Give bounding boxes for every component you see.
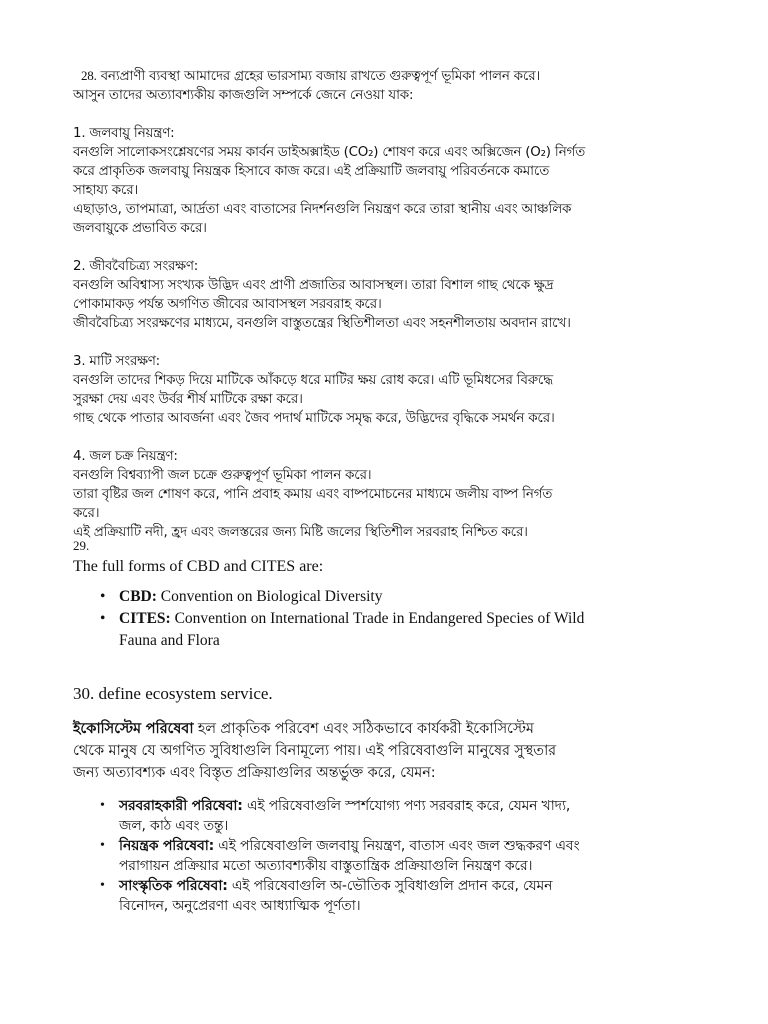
paragraph-line: তারা বৃষ্টির জল শোষণ করে, পানি প্রবাহ কমায় এবং বাষ্পমোচনের মাধ্যমে জলীয় বাষ্প নির্গত (73, 487, 553, 502)
bullet-icon: • (100, 610, 106, 627)
list-item-text-line: Convention on International Trade in Endangered Species of Wild (170, 610, 585, 627)
list-item-cbd (100, 586, 703, 608)
paragraph-line: বনগুলি বিশ্বব্যাপী জল চক্রে গুরুত্বপূর্ণ ভূমিকা পালন করে। (73, 468, 372, 483)
section-soil-conservation (73, 352, 703, 428)
ecosystem-service-list (73, 796, 759, 916)
paragraph-line: এই প্রক্রিয়াটি নদী, হ্রদ এবং জলস্তরের জন্য মিষ্টি জলের স্থিতিশীল সরবরাহ নিশ্চিত করে। (73, 525, 528, 540)
paragraph-line: গাছ থেকে পাতার আবর্জনা এবং জৈব পদার্থ মাটিকে সমৃদ্ধ করে, উদ্ভিদের বৃদ্ধিকে সমর্থন করে। (73, 411, 555, 426)
question-29-lead: The full forms of CBD and CITES are: (73, 558, 324, 575)
body-line (73, 718, 705, 740)
question-29-number: 29. (73, 538, 90, 553)
paragraph-line: পোকামাকড় পর্যন্ত অগণিত জীবের আবাসস্থল সরবরাহ করে। (73, 297, 382, 312)
body-text: হল প্রাকৃতিক পরিবেশ এবং সঠিকভাবে কার্যকরী ইকোসিস্টেম (193, 720, 534, 737)
question-28-number: 28. (81, 68, 97, 83)
list-item-text: Convention on Biological Diversity (156, 588, 383, 605)
list-item-provisioning (100, 796, 759, 836)
list-item-term: নিয়ন্ত্রক পরিষেবা: (119, 838, 215, 854)
list-item-text: এই পরিষেবাগুলি অ-ভৌতিক সুবিধাগুলি প্রদান করে, যেমন (227, 878, 553, 894)
paragraph-line: সাহায্য করে। (73, 183, 139, 198)
question-28-intro-line-1 (73, 66, 703, 86)
body-line: জন্য অত্যাবশ্যক এবং বিস্তৃত প্রক্রিয়াগুলির অন্তর্ভুক্ত করে, যেমন: (73, 764, 436, 781)
section-heading: 4. জল চক্র নিয়ন্ত্রণ: (73, 449, 178, 464)
question-30-body (73, 718, 705, 784)
list-item-term: CITES: (119, 610, 171, 627)
list-item-line (119, 836, 759, 856)
paragraph-line: বনগুলি সালোকসংশ্লেষণের সময় কার্বন ডাইঅক্সাইড (CO₂) শোষণ করে এবং অক্সিজেন (O₂) নির্গত (73, 145, 585, 160)
section-heading: 1. জলবায়ু নিয়ন্ত্রণ: (73, 126, 175, 141)
section-water-cycle-regulation (73, 447, 703, 542)
bullet-icon: • (100, 878, 105, 893)
paragraph-line: এছাড়াও, তাপমাত্রা, আর্দ্রতা এবং বাতাসের নিদর্শনগুলি নিয়ন্ত্রণ করে তারা স্থানীয় এবং আঞ্চলিক (73, 202, 572, 217)
bullet-icon: • (100, 838, 105, 853)
abbreviation-list (73, 586, 703, 652)
list-item-term: CBD: (119, 588, 157, 605)
body-term: ইকোসিস্টেম পরিষেবা (73, 720, 194, 737)
section-heading: 2. জীববৈচিত্র্য সংরক্ষণ: (73, 259, 199, 274)
paragraph-line: করে। (73, 506, 100, 521)
paragraph-line: সুরক্ষা দেয় এবং উর্বর শীর্ষ মাটিকে রক্ষা করে। (73, 392, 303, 407)
list-item-line: জল, কাঠ এবং তন্তু। (119, 818, 229, 834)
list-item-line: পরাগায়ন প্রক্রিয়ার মতো অত্যাবশ্যকীয় বাস্তুতান্ত্রিক প্রক্রিয়াগুলি নিয়ন্ত্রণ করে। (119, 858, 533, 874)
list-item-line: বিনোদন, অনুপ্রেরণা এবং আধ্যাত্মিক পূর্ণতা। (119, 898, 361, 914)
list-item-regulating (100, 836, 759, 876)
body-line: থেকে মানুষ যে অগণিত সুবিধাগুলি বিনামূল্যে পায়। এই পরিষেবাগুলি মানুষের সুস্থতার (73, 742, 556, 759)
question-28 (73, 66, 703, 542)
list-item-line (119, 796, 759, 816)
list-item-text-line: Fauna and Flora (119, 632, 220, 649)
list-item-cultural (100, 876, 759, 916)
list-item-line (119, 876, 759, 896)
section-heading: 3. মাটি সংরক্ষণ: (73, 354, 160, 369)
paragraph-line: বনগুলি অবিশ্বাস্য সংখ্যক উদ্ভিদ এবং প্রাণী প্রজাতির আবাসস্থল। তারা বিশাল গাছ থেকে ক্ষুদ্র (73, 278, 554, 293)
section-climate-regulation (73, 124, 703, 238)
paragraph-line: জীববৈচিত্র্য সংরক্ষণের মাধ্যমে, বনগুলি বাস্তুতন্ত্রের স্থিতিশীলতা এবং সহনশীলতায় অবদান রাখে। (73, 316, 571, 331)
paragraph-line: জলবায়ুকে প্রভাবিত করে। (73, 221, 207, 236)
list-item-cites (100, 608, 703, 652)
question-30-title: 30. define ecosystem service. (73, 684, 273, 703)
bullet-icon: • (100, 798, 105, 813)
list-item-term: সাংস্কৃতিক পরিষেবা: (119, 878, 228, 894)
paragraph-line: করে প্রাকৃতিক জলবায়ু নিয়ন্ত্রক হিসাবে কাজ করে। এই প্রক্রিয়াটি জলবায়ু পরিবর্তনকে কমাতে (73, 164, 550, 179)
list-item-term: সরবরাহকারী পরিষেবা: (119, 798, 243, 814)
question-28-intro-line-2: আসুন তাদের অত্যাবশ্যকীয় কাজগুলি সম্পর্কে জেনে নেওয়া যাক: (73, 88, 414, 103)
question-29 (73, 537, 703, 652)
question-28-intro-text-1: বন্যপ্রাণী ব্যবস্থা আমাদের গ্রহের ভারসাম্য বজায় রাখতে গুরুত্বপূর্ণ ভূমিকা পালন করে। (100, 69, 540, 84)
bullet-icon: • (100, 588, 106, 605)
paragraph-line: বনগুলি তাদের শিকড় দিয়ে মাটিকে আঁকড়ে ধরে মাটির ক্ষয় রোধ করে। এটি ভূমিধসের বিরুদ্ধে (73, 373, 553, 388)
list-item-text: এই পরিষেবাগুলি জলবায়ু নিয়ন্ত্রণ, বাতাস এবং জল শুদ্ধকরণ এবং (214, 838, 580, 854)
list-item-text: এই পরিষেবাগুলি স্পর্শযোগ্য পণ্য সরবরাহ করে, যেমন খাদ্য, (242, 798, 571, 814)
section-biodiversity-conservation (73, 257, 703, 333)
